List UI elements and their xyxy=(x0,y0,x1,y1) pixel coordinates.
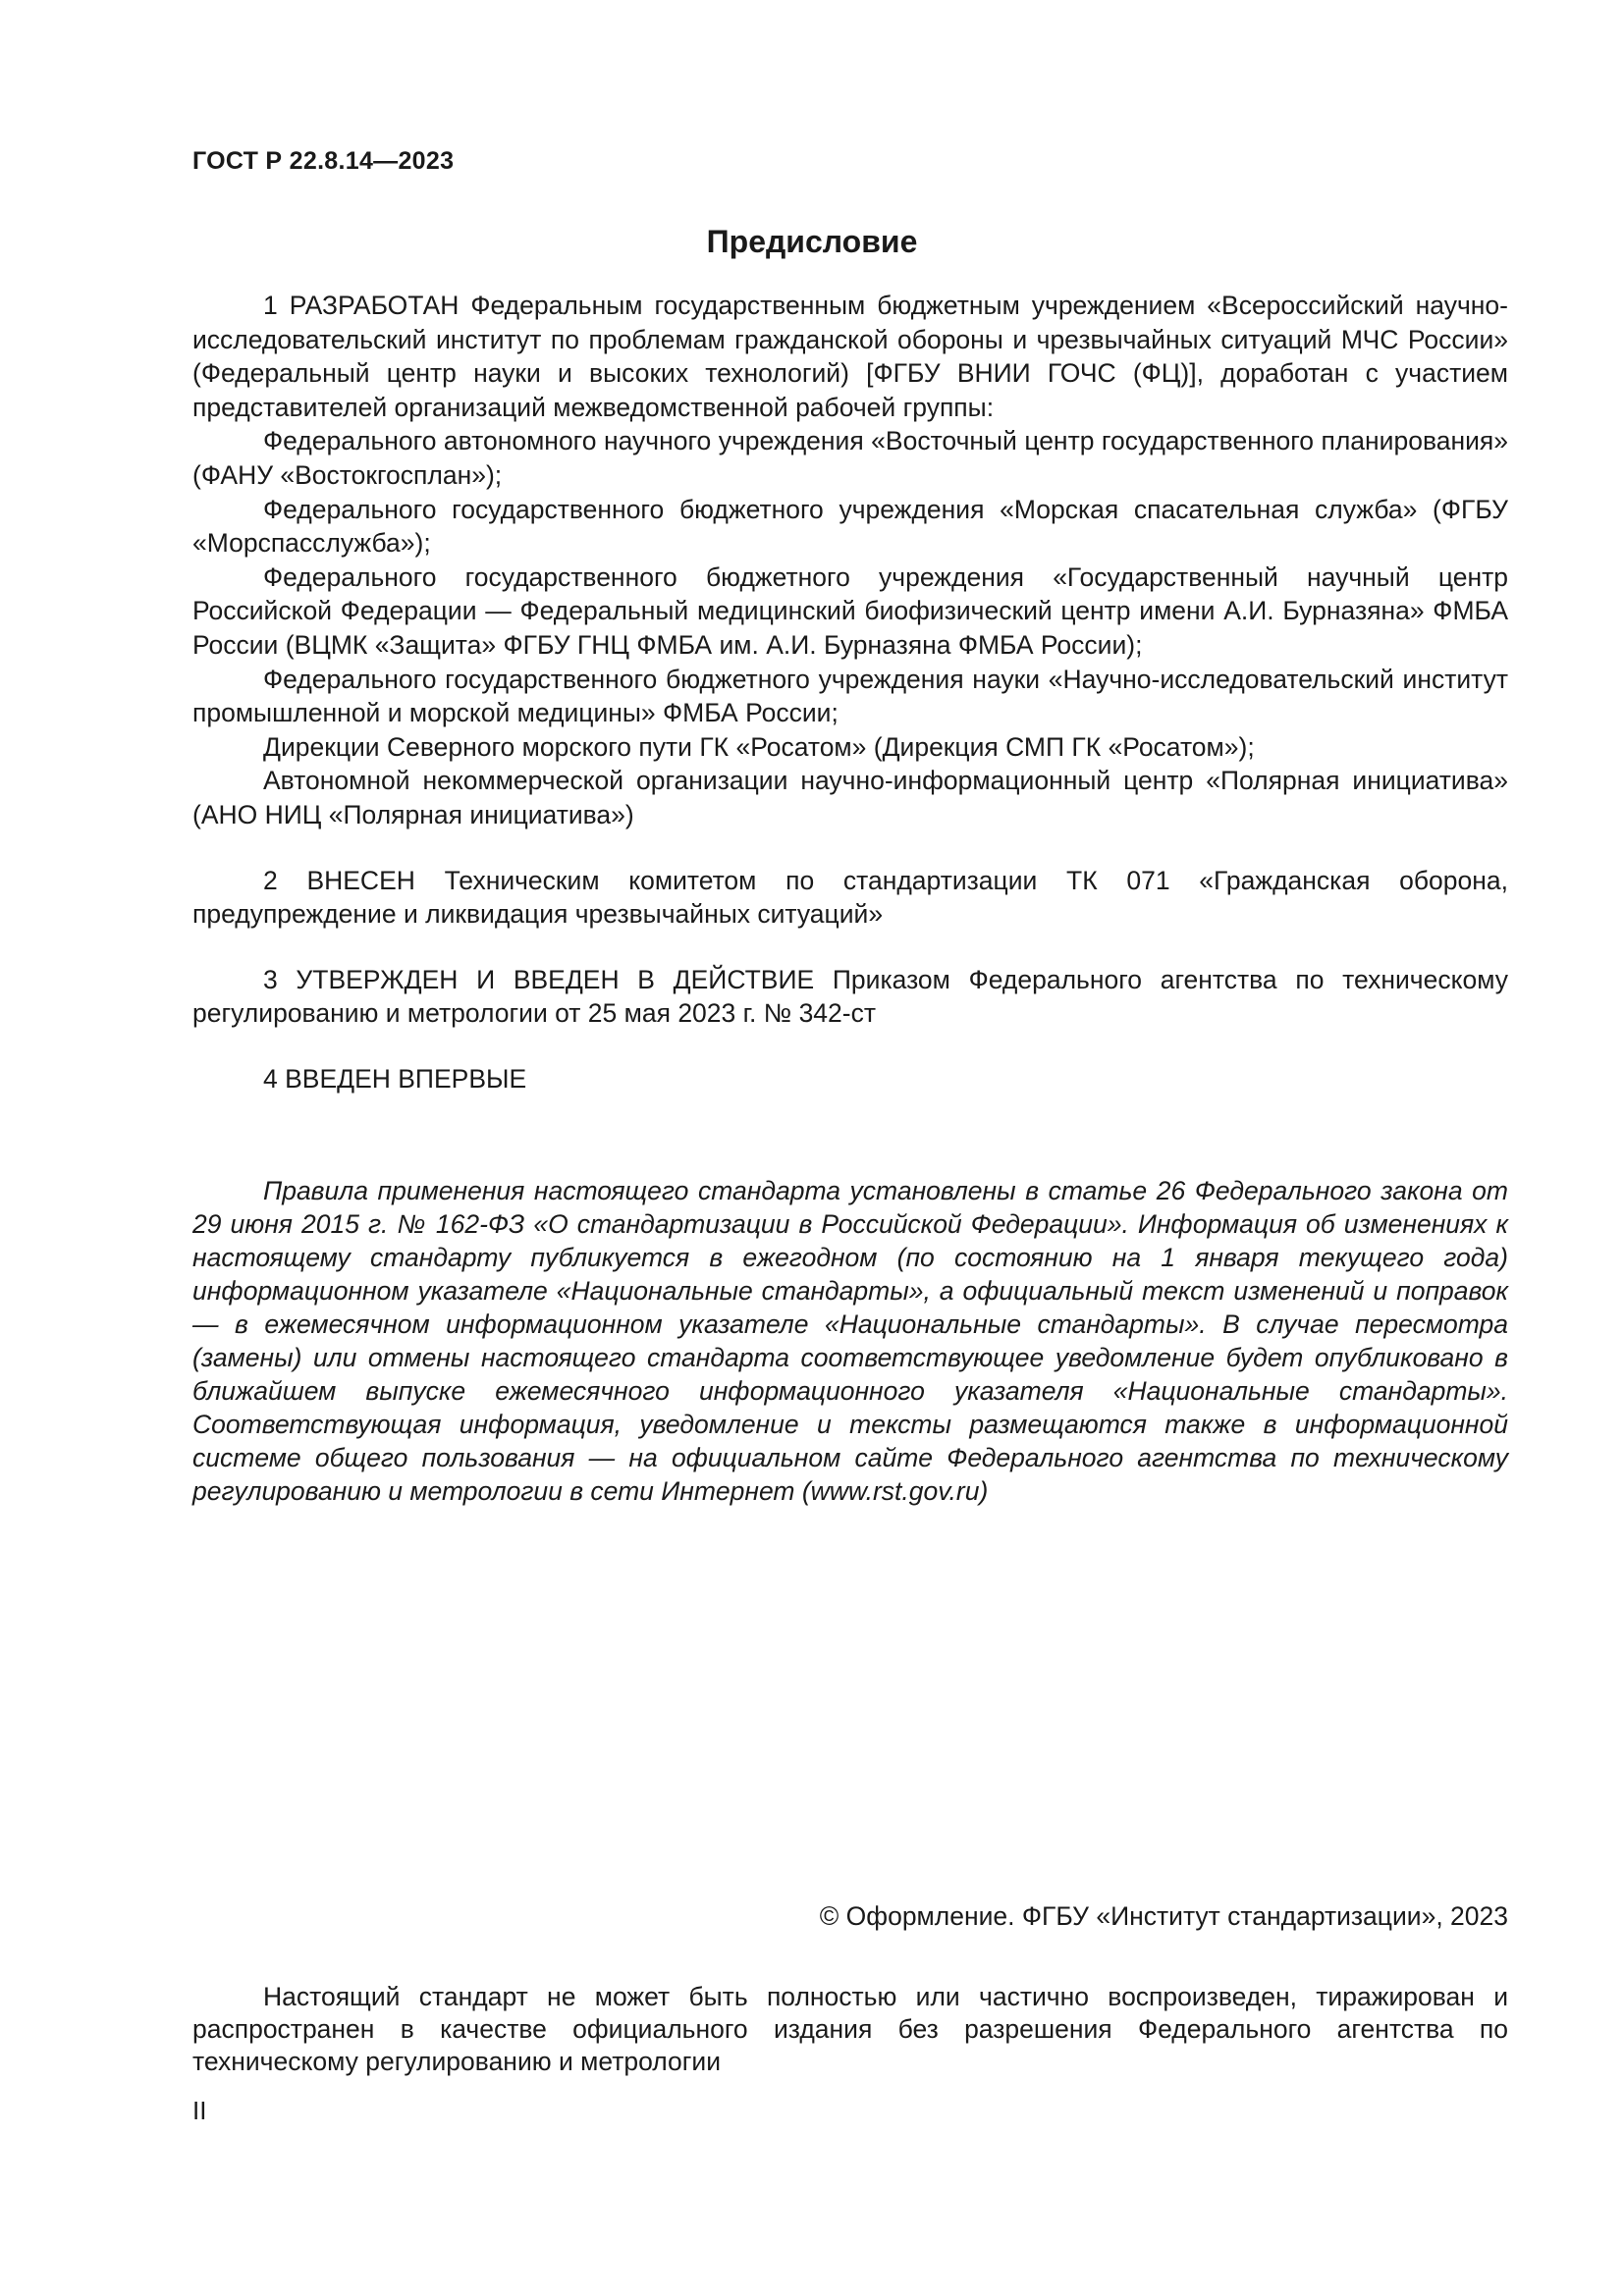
page-title: Предисловие xyxy=(706,224,918,259)
paragraph-participant: Федерального государственного бюджетного учреждения «Морская спасательная служба» (ФГБУ «Морспасслужба»); xyxy=(192,494,1508,559)
paragraph-participant: Федерального государственного бюджетного учреждения науки «Научно-исследовательский институт промышленной и морской медицины» ФМБА России; xyxy=(192,664,1508,728)
foreword-section-1 xyxy=(192,289,1508,1095)
copyright-line: © Оформление. ФГБУ «Институт стандартизации», 2023 xyxy=(819,1901,1508,1931)
paragraph-participant: Федерального автономного научного учреждения «Восточный центр государственного планирования» (ФАНУ «Востокгосплан»); xyxy=(192,426,1508,490)
page-number: II xyxy=(192,2096,207,2125)
application-rules-note: Правила применения настоящего стандарта установлены в статье 26 Федерального закона от 29 июня 2015 г. № 162-ФЗ «О стандартизации в Российской Федерации». Информация об изменениях к настоящему стандарту публикуется в ежегодном (по состоянию на 1 января текущего года) информационном указателе «Национальные стандарты», а официальный текст изменений и поправок — в ежемесячном информационном указателе «Национальные стандарты». В случае пересмотра (замены) или отмены настоящего стандарта соответствующее уведомление будет опубликовано в ближайшем выпуске ежемесячного информационного указателя «Национальные стандарты». Соответствующая информация, уведомление и тексты размещаются также в информационной системе общего пользования — на официальном сайте Федерального агентства по техническому регулированию и метрологии в сети Интернет (www.rst.gov.ru) xyxy=(192,1176,1508,1506)
paragraph-participant: Автономной некоммерческой организации научно-информационный центр «Полярная инициатива» (АНО НИЦ «Полярная инициатива») xyxy=(192,766,1508,829)
paragraph-approved: 3 УТВЕРЖДЕН И ВВЕДЕН В ДЕЙСТВИЕ Приказом Федерального агентства по техническому регулированию и метрологии от 25 мая 2023 г. № 342-ст xyxy=(192,964,1508,1029)
paragraph-submitted-by: 2 ВНЕСЕН Техническим комитетом по стандартизации ТК 071 «Гражданская оборона, предупреждение и ликвидация чрезвычайных ситуаций» xyxy=(192,865,1508,930)
reproduction-notice: Настоящий стандарт не может быть полностью или частично воспроизведен, тиражирован и распространен в качестве официального издания без разрешения Федерального агентства по техническому регулированию и метрологии xyxy=(192,1982,1508,2076)
paragraph-developed-by: 1 РАЗРАБОТАН Федеральным государственным бюджетным учреждением «Всероссийский научно-исследовательский институт по проблемам гражданской обороны и чрезвычайных ситуаций МЧС России» (Федеральный центр науки и высоких технологий) [ФГБУ ВНИИ ГОЧС (ФЦ)], доработан с участием представителей организаций межведомственной рабочей группы: xyxy=(192,291,1508,422)
paragraph-participant: Федерального государственного бюджетного учреждения «Государственный научный центр Российской Федерации — Федеральный медицинский биофизический центр имени А.И. Бурназяна» ФМБА России (ВЦМК «Защита» ФГБУ ГНЦ ФМБА им. А.И. Бурназяна ФМБА России); xyxy=(192,561,1508,660)
paragraph-introduced: 4 ВВЕДЕН ВПЕРВЫЕ xyxy=(263,1063,527,1094)
paragraph-participant: Дирекции Северного морского пути ГК «Росатом» (Дирекция СМП ГК «Росатом»); xyxy=(263,731,1255,762)
standard-code: ГОСТ Р 22.8.14—2023 xyxy=(192,147,455,175)
